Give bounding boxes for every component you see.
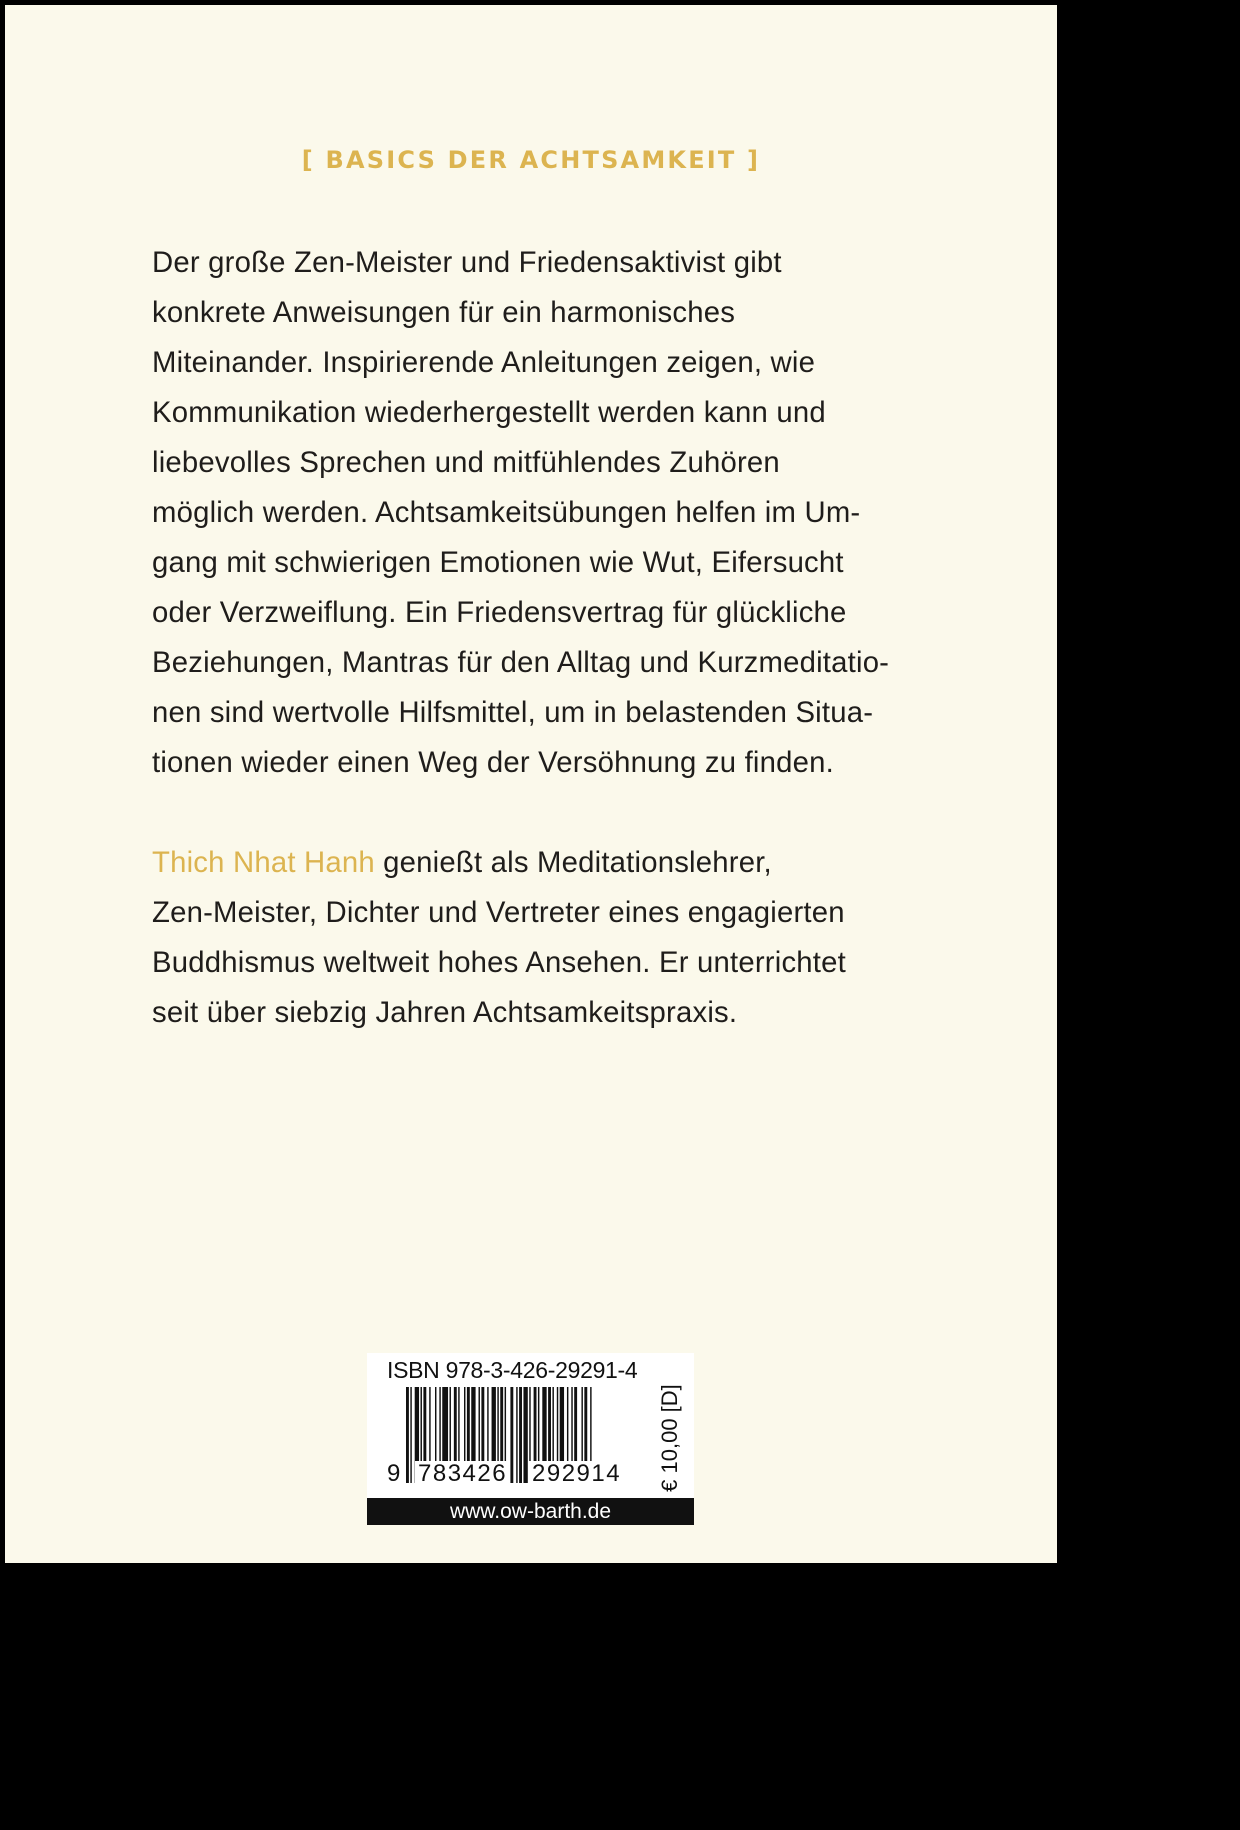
barcode-digits-right: 292914 [529, 1461, 624, 1487]
barcode-bar [523, 1387, 527, 1483]
author-bio-first-line: genießt als Meditationslehrer, [374, 846, 772, 879]
price-label: € 10,00 [D] [657, 1384, 682, 1492]
barcode-digit-first: 9 [387, 1460, 402, 1487]
author-bio-line: Buddhismus weltweit hohes Ansehen. Er unterrichtet [152, 946, 846, 979]
barcode-bar [516, 1387, 517, 1483]
blurb-line: tionen wieder einen Weg der Versöhnung zu finden. [152, 746, 834, 779]
author-bio-line: Zen-Meister, Dichter und Vertreter eines engagierten [152, 896, 845, 929]
blurb-line: Beziehungen, Mantras für den Alltag und Kurzmeditatio- [152, 646, 890, 679]
author-bio-line: seit über siebzig Jahren Achtsamkeitspraxis. [152, 996, 738, 1029]
blurb-line: oder Verzweiflung. Ein Friedensvertrag für glückliche [152, 596, 847, 629]
blurb-text [152, 238, 932, 788]
blurb-line: liebevolles Sprechen und mitfühlendes Zuhören [152, 446, 780, 479]
blurb-line: gang mit schwierigen Emotionen wie Wut, Eifersucht [152, 546, 844, 579]
price-label-wrap [657, 1383, 687, 1493]
author-bio-line [152, 838, 932, 888]
blurb-line: konkrete Anweisungen für ein harmonisches [152, 296, 736, 329]
blurb-line: nen sind wertvolle Hilfsmittel, um in belastenden Situa- [152, 696, 874, 729]
barcode-bar [510, 1387, 513, 1483]
blurb-line: Kommunikation wiederhergestellt werden kann und [152, 396, 826, 429]
author-bio [152, 838, 932, 1038]
blurb-line: Miteinander. Inspirierende Anleitungen zeigen, wie [152, 346, 816, 379]
author-name: Thich Nhat Hanh [152, 846, 375, 879]
barcode-digits-left: 783426 [415, 1461, 510, 1487]
isbn-text: ISBN 978-3-426-29291-4 [387, 1357, 638, 1383]
barcode-box [367, 1353, 694, 1525]
publisher-url: www.ow-barth.de [367, 1498, 694, 1525]
barcode-bar [410, 1387, 411, 1483]
barcode-bar [406, 1387, 409, 1483]
barcode-bar [519, 1387, 522, 1483]
blurb-line: Der große Zen-Meister und Friedensaktivist gibt [152, 246, 782, 279]
series-label: [ BASICS DER ACHTSAMKEIT ] [301, 146, 761, 174]
blurb-line: möglich werden. Achtsamkeitsübungen helfen im Um- [152, 496, 861, 529]
